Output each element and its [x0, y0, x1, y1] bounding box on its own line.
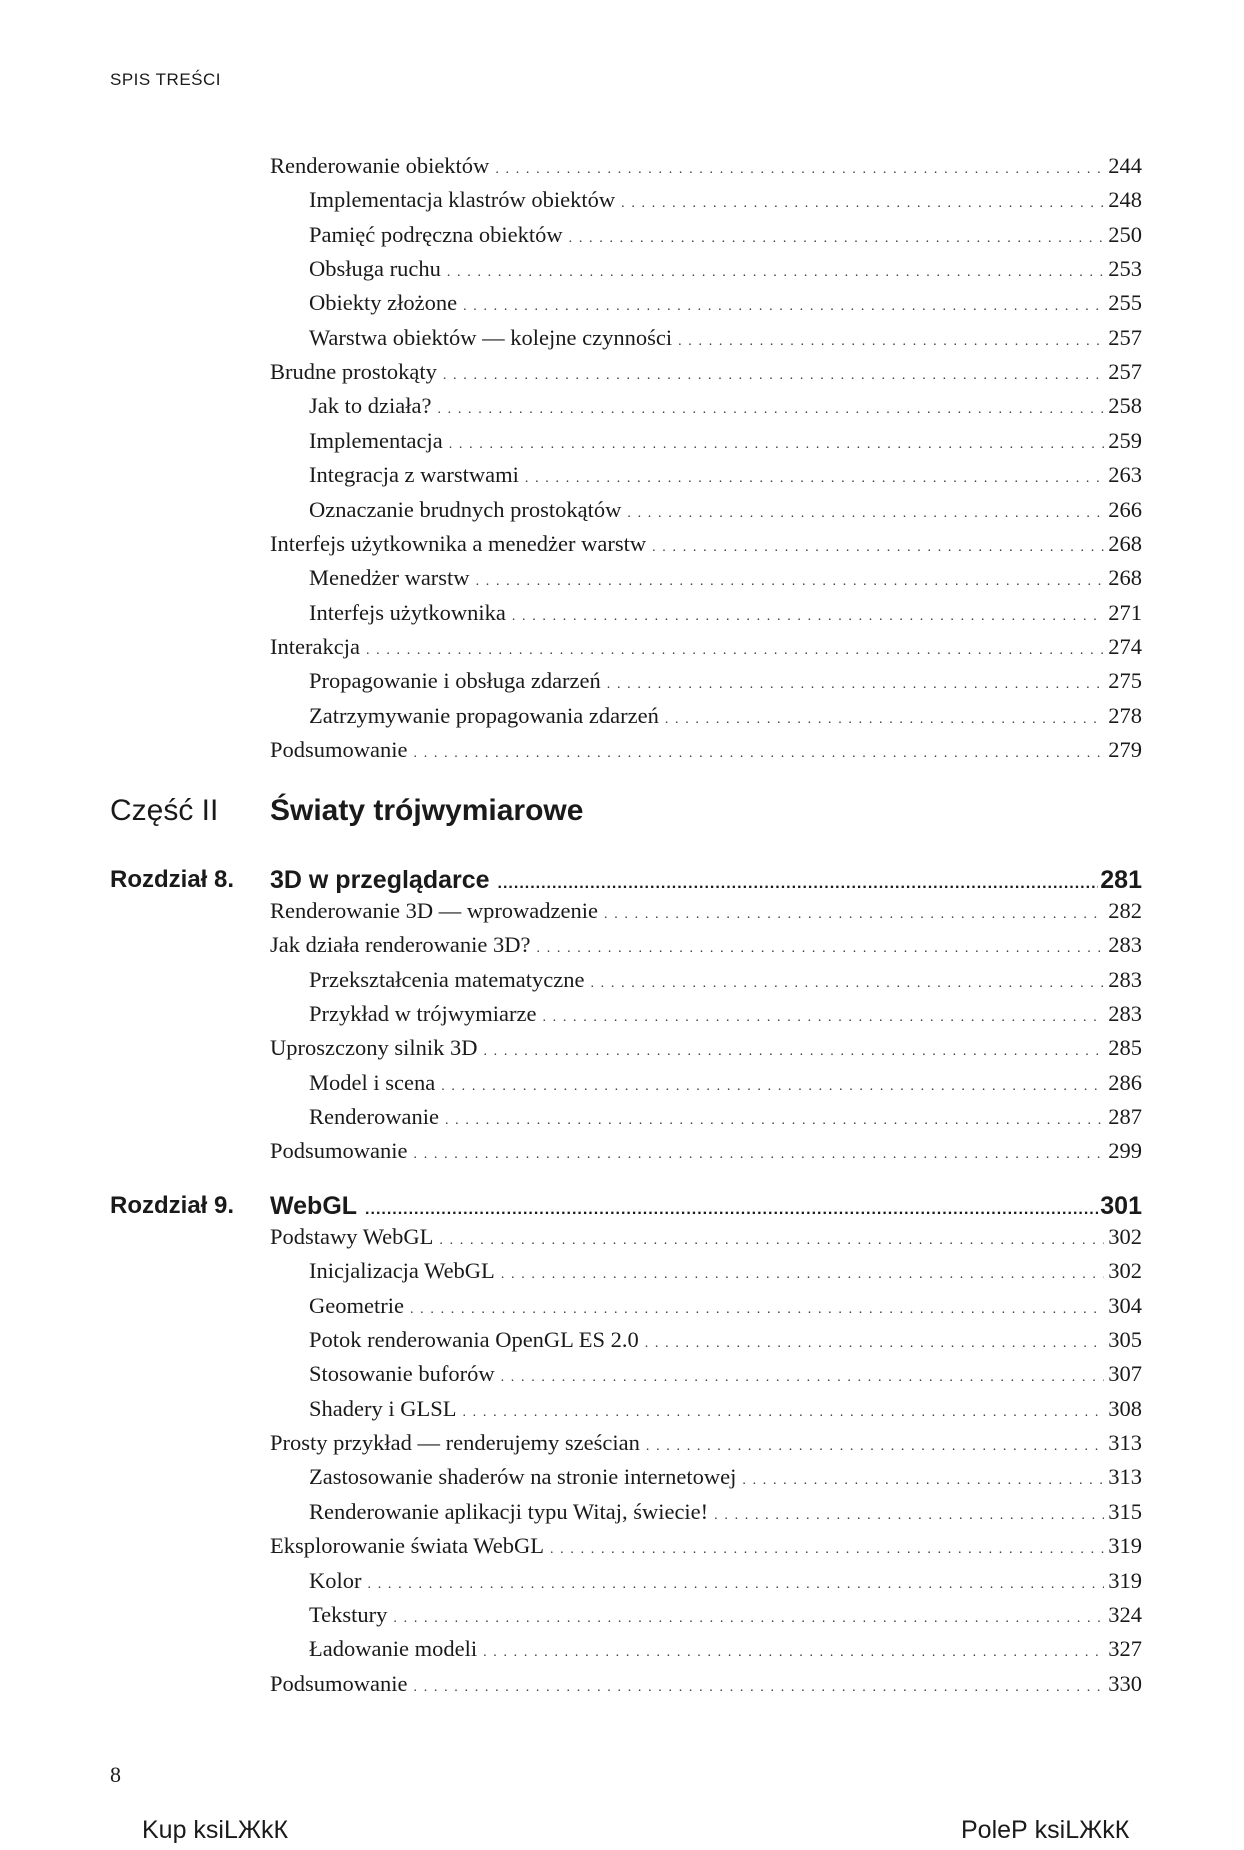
dot-leader	[495, 153, 1104, 187]
toc-entry[interactable]	[270, 1426, 1142, 1460]
toc-entry-page: 253	[1108, 256, 1142, 282]
toc-entry[interactable]	[309, 389, 1142, 423]
toc-entry-title: Tekstury	[309, 1601, 388, 1627]
toc-entry-page: 268	[1108, 565, 1142, 591]
toc-entry-page: 315	[1108, 1498, 1142, 1524]
toc-entry[interactable]	[309, 424, 1142, 458]
toc-entry-page: 258	[1108, 393, 1142, 419]
toc-entry-page: 286	[1108, 1069, 1142, 1095]
toc-entry[interactable]	[309, 218, 1142, 252]
dot-leader	[604, 898, 1104, 932]
toc-entry[interactable]	[270, 1134, 1142, 1168]
toc-entry-page: 268	[1108, 530, 1142, 556]
page-number: 8	[110, 1762, 121, 1787]
part-label: Część II	[110, 794, 219, 827]
dot-leader	[414, 1671, 1105, 1705]
toc-entry-title: Implementacja	[309, 427, 443, 453]
running-header: SPIS TREŚCI	[110, 70, 221, 89]
toc-entry[interactable]	[270, 527, 1142, 561]
toc-entry-page: 285	[1108, 1035, 1142, 1061]
toc-entry-title: Shadery i GLSL	[309, 1395, 457, 1421]
toc-entry[interactable]	[270, 928, 1142, 962]
dot-leader	[621, 187, 1104, 221]
toc-entry[interactable]	[309, 699, 1142, 733]
dot-leader	[476, 565, 1105, 599]
toc-entry[interactable]	[270, 149, 1142, 183]
dot-leader	[512, 600, 1104, 634]
toc-entry-title: Eksplorowanie świata WebGL	[270, 1533, 544, 1559]
dot-leader	[501, 1361, 1105, 1395]
dot-leader	[437, 393, 1104, 427]
toc-entry[interactable]	[309, 963, 1142, 997]
toc-entry-title: Integracja z warstwami	[309, 462, 519, 488]
toc-entry[interactable]	[270, 1031, 1142, 1065]
toc-entry-page: 271	[1108, 599, 1142, 625]
toc-entry[interactable]	[309, 1392, 1142, 1426]
toc-entry[interactable]	[309, 1323, 1142, 1357]
dot-leader	[678, 325, 1104, 359]
toc-entry-title: Kolor	[309, 1567, 362, 1593]
toc-entry[interactable]	[270, 355, 1142, 389]
toc-entry[interactable]	[309, 458, 1142, 492]
toc-entry-page: 327	[1108, 1636, 1142, 1662]
toc-entry-title: Menedżer warstw	[309, 565, 470, 591]
toc-entry-title: Przykład w trójwymiarze	[309, 1001, 537, 1027]
toc-entry-title: Obiekty złożone	[309, 290, 458, 316]
dot-leader	[366, 634, 1104, 668]
toc-entry-page: 275	[1108, 668, 1142, 694]
dot-leader	[627, 497, 1104, 531]
chapter-9-label: Rozdział 9.	[110, 1192, 235, 1219]
toc-entry-title: Jak działa renderowanie 3D?	[270, 932, 531, 958]
toc-entry-title: Brudne prostokąty	[270, 359, 437, 385]
toc-entry-page: 313	[1108, 1464, 1142, 1490]
toc-entry[interactable]	[309, 1495, 1142, 1529]
toc-entry-title: Podsumowanie	[270, 736, 408, 762]
toc-entry-title: Jak to działa?	[309, 393, 432, 419]
chapter-8-label: Rozdział 8.	[110, 866, 235, 893]
toc-entry-title: Podstawy WebGL	[270, 1224, 434, 1249]
toc-entry-page: 319	[1108, 1533, 1142, 1559]
toc-entry-page: 263	[1108, 462, 1142, 488]
toc-entry-page: 274	[1108, 633, 1142, 659]
chapter-9-title: WebGL	[270, 1192, 358, 1220]
toc-entry[interactable]	[309, 1598, 1142, 1632]
toc-entry[interactable]	[270, 894, 1142, 928]
dot-leader	[443, 359, 1104, 393]
toc-entry-page: 302	[1108, 1224, 1142, 1249]
toc-entry-page: 259	[1108, 427, 1142, 453]
toc-entry-page: 330	[1108, 1670, 1142, 1696]
toc-entry[interactable]	[270, 1667, 1142, 1701]
dot-leader	[414, 737, 1105, 771]
dot-leader	[483, 1035, 1104, 1069]
toc-entry[interactable]	[309, 596, 1142, 630]
toc-entry-page: 308	[1108, 1395, 1142, 1421]
dot-leader	[463, 290, 1104, 324]
dot-leader	[414, 1138, 1105, 1172]
toc-entry-page: 319	[1108, 1567, 1142, 1593]
toc-entry[interactable]	[309, 1564, 1142, 1598]
dot-leader	[652, 531, 1104, 565]
dot-leader	[590, 967, 1104, 1001]
toc-entry-title: Zatrzymywanie propagowania zdarzeń	[309, 702, 659, 728]
footer-recommend-book[interactable]: PoleР ksiLЖkК	[961, 1816, 1130, 1844]
dot-leader	[714, 1499, 1104, 1533]
toc-entry-title: Interfejs użytkownika	[309, 599, 506, 625]
toc-entry[interactable]	[309, 1254, 1142, 1288]
chapter-8-title: 3D w przeglądarce	[270, 866, 490, 894]
toc-entry[interactable]	[309, 1289, 1142, 1323]
toc-entry-title: Renderowanie 3D — wprowadzenie	[270, 898, 599, 923]
dot-leader	[501, 1258, 1104, 1292]
toc-entry-page: 283	[1108, 932, 1142, 958]
toc-entry-title: Interakcja	[270, 633, 360, 659]
toc-entry-title: Renderowanie	[309, 1104, 439, 1130]
toc-entry-title: Podsumowanie	[270, 1138, 408, 1164]
dot-leader	[525, 462, 1104, 496]
toc-entry-page: 250	[1108, 221, 1142, 247]
dot-leader	[441, 1070, 1104, 1104]
toc-entry-page: 283	[1108, 1001, 1142, 1027]
toc-entry-page: 244	[1108, 153, 1142, 178]
toc-entry-title: Implementacja klastrów obiektów	[309, 187, 616, 213]
toc-entry-page: 324	[1108, 1601, 1142, 1627]
chapter-8-page: 281	[1100, 866, 1142, 894]
toc-entry-page: 304	[1108, 1292, 1142, 1318]
toc-entry-page: 302	[1108, 1258, 1142, 1284]
toc-entry-title: Uproszczony silnik 3D	[270, 1035, 478, 1061]
toc-entry-page: 257	[1108, 359, 1142, 385]
chapter-9-page: 301	[1100, 1192, 1142, 1220]
toc-entry[interactable]	[309, 493, 1142, 527]
toc-entry-title: Podsumowanie	[270, 1670, 408, 1696]
toc-entry[interactable]	[309, 561, 1142, 595]
dot-leader	[393, 1602, 1104, 1636]
toc-entry-title: Renderowanie obiektów	[270, 153, 490, 178]
dot-leader	[550, 1533, 1104, 1567]
toc-entry-title: Model i scena	[309, 1069, 436, 1095]
dot-leader	[646, 1430, 1104, 1464]
dot-leader	[410, 1293, 1104, 1327]
toc-entry-page: 283	[1108, 966, 1142, 992]
toc-entry-page: 257	[1108, 324, 1142, 350]
part-title: Światy trójwymiarowe	[270, 794, 584, 827]
dot-leader	[645, 1327, 1105, 1361]
dot-leader	[368, 1568, 1105, 1602]
toc-entry[interactable]	[270, 1220, 1142, 1254]
dot-leader	[607, 668, 1104, 702]
toc-entry[interactable]	[309, 321, 1142, 355]
toc-entry-title: Renderowanie aplikacji typu Witaj, świecie!	[309, 1498, 709, 1524]
toc-entry-title: Obsługa ruchu	[309, 256, 441, 282]
dot-leader	[542, 1001, 1104, 1035]
toc-entry[interactable]	[309, 1100, 1142, 1134]
toc-entry-page: 282	[1108, 898, 1142, 923]
toc-entry-title: Interfejs użytkownika a menedżer warstw	[270, 530, 647, 556]
toc-entry-page: 248	[1108, 187, 1142, 213]
toc-entry-page: 255	[1108, 290, 1142, 316]
footer-buy-book[interactable]: Kup ksiLЖkК	[142, 1816, 289, 1844]
toc-entry-page: 313	[1108, 1430, 1142, 1456]
toc-entry-page: 305	[1108, 1327, 1142, 1353]
toc-entry[interactable]	[309, 1460, 1142, 1494]
toc-entry-title: Zastosowanie shaderów na stronie internetowej	[309, 1464, 737, 1490]
dot-leader	[462, 1396, 1104, 1430]
toc-entry-page: 279	[1108, 736, 1142, 762]
toc-entry-title: Geometrie	[309, 1292, 404, 1318]
toc-entry-page: 299	[1108, 1138, 1142, 1164]
toc-entry[interactable]	[309, 997, 1142, 1031]
toc-entry[interactable]	[309, 1632, 1142, 1666]
toc-entry[interactable]	[270, 1529, 1142, 1563]
dot-leader	[447, 256, 1104, 290]
toc-entry-title: Potok renderowania OpenGL ES 2.0	[309, 1327, 639, 1353]
toc-entry-title: Stosowanie buforów	[309, 1361, 495, 1387]
dot-leader	[445, 1104, 1104, 1138]
dot-leader	[483, 1636, 1104, 1670]
toc-entry[interactable]	[309, 664, 1142, 698]
dot-leader	[569, 222, 1105, 256]
dot-leader	[439, 1224, 1104, 1258]
toc-entry-title: Inicjalizacja WebGL	[309, 1258, 495, 1284]
dot-leader	[665, 703, 1104, 737]
toc-entry-title: Prosty przykład — renderujemy sześcian	[270, 1430, 640, 1456]
dot-leader	[537, 932, 1105, 966]
toc-entry-title: Propagowanie i obsługa zdarzeń	[309, 668, 601, 694]
toc-entry-page: 287	[1108, 1104, 1142, 1130]
toc-entry[interactable]	[270, 630, 1142, 664]
toc-entry-title: Ładowanie modeli	[309, 1636, 478, 1662]
dot-leader	[742, 1464, 1104, 1498]
toc-entry[interactable]	[309, 286, 1142, 320]
toc-entry-title: Oznaczanie brudnych prostokątów	[309, 496, 622, 522]
toc-entry-page: 266	[1108, 496, 1142, 522]
toc-entry[interactable]	[309, 1066, 1142, 1100]
toc-entry-page: 307	[1108, 1361, 1142, 1387]
toc-entry[interactable]	[309, 183, 1142, 217]
toc-entry-page: 278	[1108, 702, 1142, 728]
toc-entry-title: Pamięć podręczna obiektów	[309, 221, 563, 247]
toc-entry[interactable]	[309, 252, 1142, 286]
toc-entry-title: Przekształcenia matematyczne	[309, 966, 585, 992]
toc-entry-title: Warstwa obiektów — kolejne czynności	[309, 324, 673, 350]
toc-entry[interactable]	[270, 733, 1142, 767]
toc-entry[interactable]	[309, 1357, 1142, 1391]
dot-leader	[449, 428, 1105, 462]
